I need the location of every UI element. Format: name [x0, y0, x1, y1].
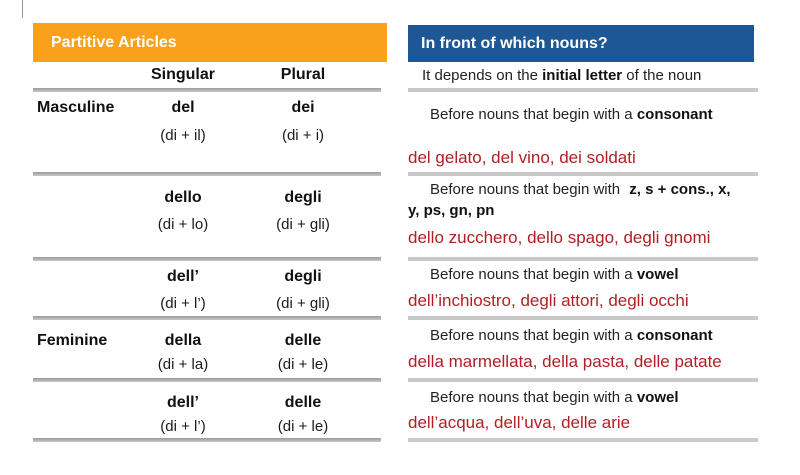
- rule-bold: vowel: [636, 266, 679, 283]
- article-form: degli: [284, 189, 322, 206]
- table-row: [33, 261, 387, 316]
- article-form: delle: [284, 332, 322, 349]
- examples-text: dell’acqua, dell’uva, delle arie: [408, 413, 631, 432]
- rule-bold-line2: y, ps, gn, pn: [408, 202, 495, 219]
- article-breakdown: (di + le): [277, 418, 329, 435]
- table-row: [33, 176, 387, 257]
- article-form: dell’: [166, 268, 199, 285]
- rule-text: [408, 387, 790, 408]
- article-form: degli: [284, 268, 322, 285]
- singular-cell: [128, 266, 238, 316]
- table-row: [33, 92, 387, 172]
- right-panel-title: In front of which nouns?: [408, 25, 754, 62]
- corner-tick-line: [22, 0, 23, 18]
- plural-cell: [238, 266, 368, 316]
- article-form: della: [164, 332, 202, 349]
- rule-section: [408, 261, 790, 316]
- noun-rules-panel: [408, 25, 790, 442]
- rule-text: [408, 325, 790, 346]
- article-form: dell’: [166, 394, 199, 411]
- plural-cell: [238, 330, 368, 378]
- plural-cell: [238, 97, 368, 172]
- article-form: delle: [284, 394, 322, 411]
- rule-bold: z, s + cons., x,: [629, 181, 731, 198]
- rule-bold: consonant: [636, 106, 713, 123]
- rule-pre: Before nouns that begin with a: [430, 106, 637, 123]
- plural-cell: [238, 392, 368, 438]
- examples-text: della marmellata, della pasta, delle patate: [408, 352, 722, 371]
- rule-text: [408, 264, 790, 285]
- singular-cell: [128, 187, 238, 257]
- intro-sentence: [408, 62, 790, 88]
- article-breakdown: (di + le): [277, 356, 329, 373]
- column-header-plural: Plural: [280, 66, 326, 83]
- divider: [408, 438, 758, 442]
- intro-post: of the noun: [622, 66, 702, 84]
- left-panel-title: Partitive Articles: [33, 23, 387, 62]
- rule-bold: consonant: [636, 327, 713, 344]
- intro-pre: It depends on the: [422, 66, 543, 84]
- row-label-empty: [33, 266, 128, 316]
- table-header-row: [33, 62, 387, 88]
- row-label-feminine: Feminine: [37, 332, 108, 349]
- article-breakdown: (di + i): [281, 127, 325, 144]
- rule-pre: Before nouns that begin with a: [430, 266, 637, 283]
- row-label-masculine: Masculine: [37, 99, 115, 116]
- intro-bold: initial letter: [542, 66, 623, 84]
- article-breakdown: (di + l’): [160, 418, 206, 435]
- article-breakdown: (di + l’): [160, 295, 206, 312]
- singular-cell: [128, 330, 238, 378]
- rule-bold: vowel: [636, 389, 679, 406]
- plural-cell: [238, 187, 368, 257]
- partitive-articles-panel: [33, 23, 387, 442]
- rule-text: [408, 104, 790, 125]
- article-breakdown: (di + gli): [276, 216, 330, 233]
- rule-section: [408, 320, 790, 378]
- article-form: dello: [164, 189, 202, 206]
- article-breakdown: (di + la): [157, 356, 209, 373]
- article-breakdown: (di + il): [160, 127, 206, 144]
- article-form: dei: [291, 99, 315, 116]
- column-header-singular: Singular: [150, 66, 215, 83]
- table-row: [33, 382, 387, 438]
- rule-pre: Before nouns that begin with: [430, 181, 625, 198]
- examples-text: dell’inchiostro, degli attori, degli occhi: [408, 291, 689, 310]
- article-breakdown: (di + gli): [276, 295, 330, 312]
- divider: [33, 438, 381, 442]
- examples-text: dello zucchero, dello spago, degli gnomi: [408, 228, 711, 247]
- rule-pre: Before nouns that begin with a: [430, 389, 637, 406]
- singular-cell: [128, 97, 238, 172]
- examples-text: del gelato, del vino, dei soldati: [408, 148, 636, 167]
- row-label-empty: [33, 187, 128, 257]
- article-form: del: [171, 99, 195, 116]
- article-breakdown: (di + lo): [157, 216, 209, 233]
- row-label-empty: [33, 392, 128, 438]
- rule-text: [408, 179, 790, 221]
- singular-cell: [128, 392, 238, 438]
- table-row: [33, 320, 387, 378]
- rule-section: [408, 92, 790, 172]
- rule-section: [408, 176, 790, 257]
- rule-section: [408, 382, 790, 438]
- rule-pre: Before nouns that begin with a: [430, 327, 637, 344]
